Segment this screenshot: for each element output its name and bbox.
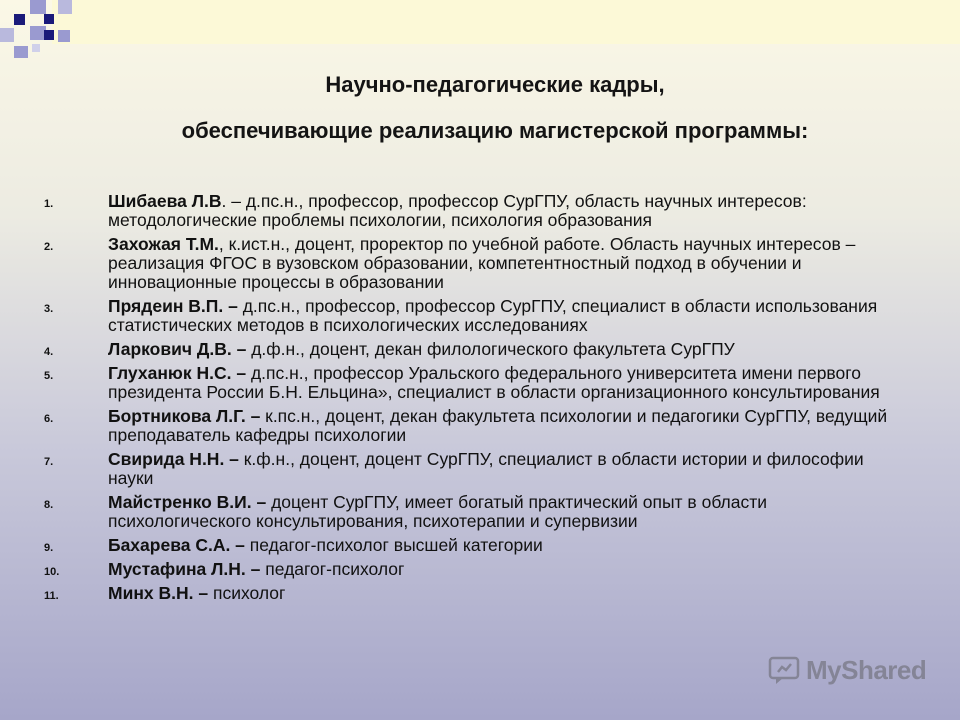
deco-square	[30, 0, 46, 14]
person-description: д.пс.н., профессор, профессор СурГПУ, специалист в области использования статистических методов в психологических исследованиях	[108, 296, 878, 335]
person-name: Майстренко В.И. –	[108, 492, 267, 512]
list-item	[0, 407, 908, 445]
person-name: Прядеин В.П. –	[108, 296, 238, 316]
item-number: 7.	[44, 456, 54, 468]
person-name: Минх В.Н. –	[108, 583, 209, 603]
item-number: 9.	[44, 542, 54, 554]
person-description: педагог-психолог высшей категории	[244, 535, 543, 555]
list-item	[0, 493, 908, 531]
person-description: д.ф.н., доцент, декан филологического факультета СурГПУ	[246, 339, 735, 359]
watermark	[768, 655, 926, 686]
watermark-text: MyShared	[806, 655, 927, 685]
item-number: 10.	[44, 566, 60, 578]
person-name: Свирида Н.Н. –	[108, 449, 239, 469]
item-number: 6.	[44, 413, 54, 425]
item-number: 8.	[44, 499, 54, 511]
title-line-2: обеспечивающие реализацию магистерской программы:	[181, 118, 809, 143]
staff-list	[0, 192, 960, 608]
header-decoration	[0, 0, 960, 60]
list-item	[0, 536, 908, 555]
item-number: 3.	[44, 303, 54, 315]
person-name: Бахарева С.А. –	[108, 535, 245, 555]
person-name: Глуханюк Н.С. –	[108, 363, 247, 383]
item-number: 2.	[44, 241, 54, 253]
list-item	[0, 297, 908, 335]
deco-square	[44, 14, 54, 24]
person-name: Бортникова Л.Г. –	[108, 406, 261, 426]
person-description: д.пс.н., профессор Уральского федерального университета имени первого президента России Б.Н. Ельцина», специалист в области организационного консультирования	[108, 363, 880, 402]
deco-square	[14, 46, 28, 58]
deco-square	[58, 0, 72, 14]
person-name: Шибаева Л.В	[108, 191, 222, 211]
deco-bar	[52, 0, 960, 44]
item-number: 5.	[44, 370, 54, 382]
person-description: психолог	[208, 583, 286, 603]
myshared-logo-icon	[768, 656, 800, 686]
list-item	[0, 584, 908, 603]
deco-square	[32, 44, 40, 52]
person-name: Ларкович Д.В. –	[108, 339, 247, 359]
list-item	[0, 364, 908, 402]
person-description: доцент СурГПУ, имеет богатый практический опыт в области психологического консультирования, психотерапии и супервизии	[108, 492, 768, 531]
deco-square	[44, 30, 54, 40]
item-number: 4.	[44, 346, 54, 358]
item-number: 1.	[44, 198, 54, 210]
deco-square	[0, 28, 14, 42]
list-item	[0, 450, 908, 488]
person-description: , к.ист.н., доцент, проректор по учебной работе. Область научных интересов – реализация ФГОС в вузовском образовании, компетентностный подход в обучении и инновационные процессы в образовании	[108, 234, 856, 292]
person-description: к.ф.н., доцент, доцент СурГПУ, специалист в области истории и философии науки	[108, 449, 864, 488]
list-item	[0, 235, 908, 292]
person-description: . – д.пс.н., профессор, профессор СурГПУ, область научных интересов: методологические проблемы психологии, психология образования	[108, 191, 807, 230]
title-line-1: Научно-педагогические кадры,	[325, 72, 665, 97]
list-item	[0, 340, 908, 359]
person-description: педагог-психолог	[260, 559, 405, 579]
deco-square	[58, 30, 70, 42]
item-number: 11.	[44, 590, 59, 602]
list-item	[0, 192, 908, 230]
person-name: Мустафина Л.Н. –	[108, 559, 261, 579]
deco-square	[14, 14, 25, 25]
list-item	[0, 560, 908, 579]
person-description: к.пс.н., доцент, декан факультета психологии и педагогики СурГПУ, ведущий преподаватель кафедры психологии	[108, 406, 888, 445]
person-name: Захожая Т.М.	[108, 234, 219, 254]
